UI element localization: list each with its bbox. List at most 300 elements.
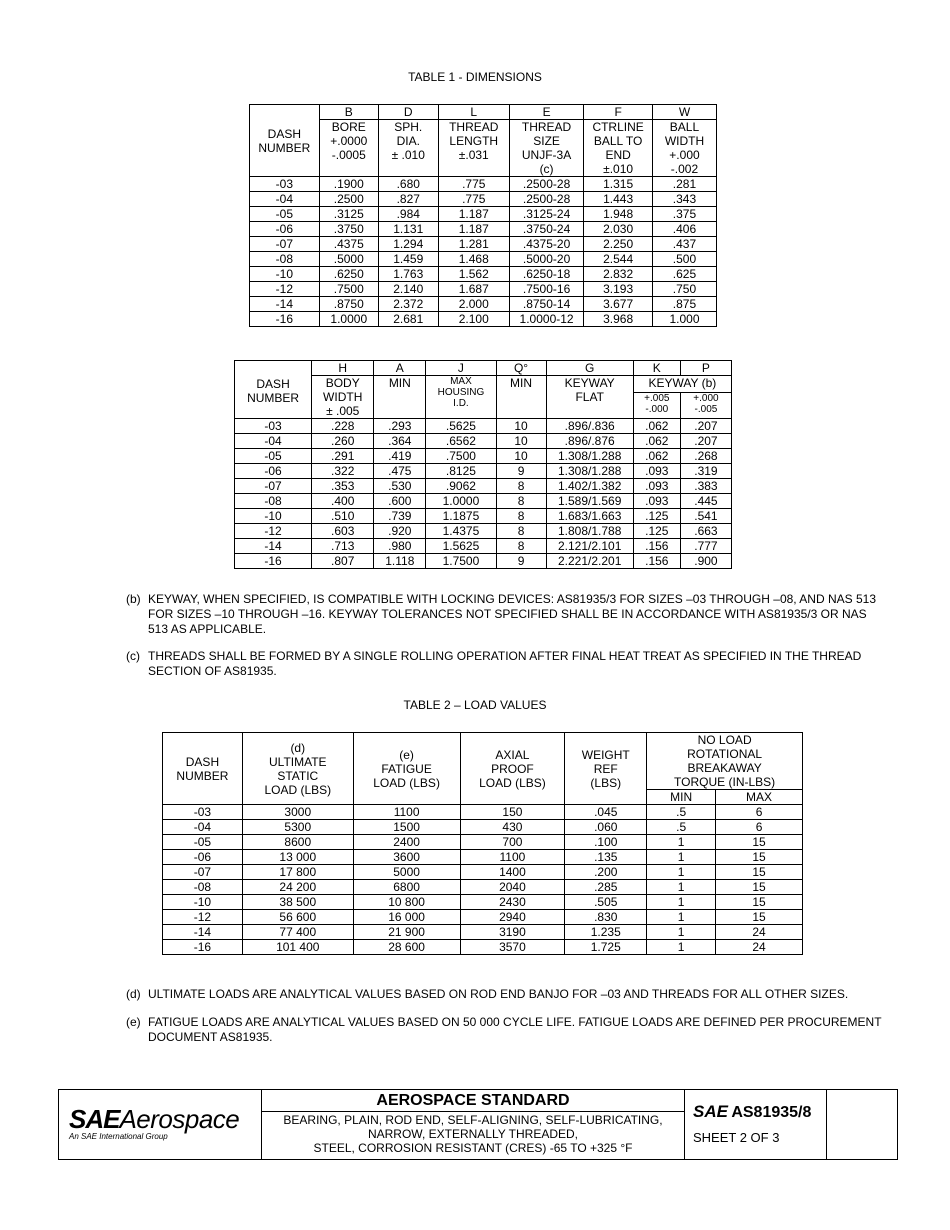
- table-cell: 21 900: [353, 925, 460, 940]
- dash-number-header: DASH NUMBER: [235, 361, 312, 419]
- table-cell: 1: [647, 910, 716, 925]
- column-header-line: -.002: [670, 162, 699, 176]
- column-header-line: ±.010: [603, 162, 634, 176]
- table-cell: 2.121/2.101: [546, 539, 633, 554]
- table-cell: 150: [460, 805, 565, 820]
- table-cell: .896/.876: [546, 434, 633, 449]
- note-b-text: KEYWAY, WHEN SPECIFIED, IS COMPATIBLE WITH LOCKING DEVICES: AS81935/3 FOR SIZES –03 THROUGH –08, AND NAS 513 FOR SIZES –10 THROUGH –16. KEYWAY TOLERANCES NOT SPECIFIED SHALL BE IN ACCORDANCE WITH AS81935/3 OR NAS 513 AS APPLICABLE.: [148, 592, 876, 636]
- column-letter: L: [438, 105, 509, 120]
- table-cell: 5000: [353, 865, 460, 880]
- column-header-line: (c): [539, 162, 554, 176]
- note-e: [126, 1015, 886, 1045]
- dash-line: DASH: [185, 754, 220, 769]
- table-cell: .807: [312, 554, 374, 569]
- table-cell: 15: [716, 910, 803, 925]
- table-cell: 15: [716, 835, 803, 850]
- column-letter: J: [426, 361, 496, 376]
- table-cell: .3125: [319, 207, 378, 222]
- table-cell: .5000: [319, 252, 378, 267]
- table-cell: -08: [235, 494, 312, 509]
- column-header-line: BALL: [669, 120, 700, 134]
- table-row: [235, 494, 732, 509]
- ult-line: (d): [290, 740, 306, 755]
- keyway-header: KEYWAY (b): [633, 376, 731, 393]
- small-sae-logo: SAE: [693, 1102, 728, 1121]
- column-letter: G: [546, 361, 633, 376]
- column-header: [438, 120, 509, 177]
- table-cell: .293: [374, 419, 426, 434]
- table-cell: 1: [647, 850, 716, 865]
- table-cell: .777: [680, 539, 731, 554]
- table-cell: .896/.836: [546, 419, 633, 434]
- table-cell: 3.193: [584, 282, 653, 297]
- table-cell: 56 600: [242, 910, 353, 925]
- table-cell: 1.281: [438, 237, 509, 252]
- table-cell: .8125: [426, 464, 496, 479]
- table-cell: .7500: [319, 282, 378, 297]
- table-cell: 10: [496, 449, 546, 464]
- table-row: [235, 419, 732, 434]
- table-cell: 2940: [460, 910, 565, 925]
- table-cell: -04: [163, 820, 243, 835]
- table-cell: .6562: [426, 434, 496, 449]
- axial-line: PROOF: [491, 761, 534, 776]
- table-cell: 24: [716, 925, 803, 940]
- column-header-line: THREAD: [449, 120, 499, 134]
- table-row: [163, 805, 803, 820]
- table-cell: -06: [250, 222, 320, 237]
- table-row: [250, 312, 717, 327]
- table-cell: .475: [374, 464, 426, 479]
- table-cell: .125: [633, 524, 680, 539]
- table-cell: .1900: [319, 177, 378, 192]
- table-cell: -03: [163, 805, 243, 820]
- table-cell: 8600: [242, 835, 353, 850]
- table-cell: .8750: [319, 297, 378, 312]
- table-cell: 2.100: [438, 312, 509, 327]
- weight-line: WEIGHT: [581, 747, 630, 762]
- table-cell: 2.030: [584, 222, 653, 237]
- table-cell: 1: [647, 895, 716, 910]
- standard-title-cell: [262, 1090, 685, 1159]
- column-header-line: ±.031: [458, 148, 489, 162]
- column-letter: F: [584, 105, 653, 120]
- table-cell: 8: [496, 539, 546, 554]
- table-cell: -05: [235, 449, 312, 464]
- k-tol-plus: +.005: [644, 392, 670, 404]
- table-cell: -10: [163, 895, 243, 910]
- note-c-text: THREADS SHALL BE FORMED BY A SINGLE ROLLING OPERATION AFTER FINAL HEAT TREAT AS SPECIFIED IN THE THREAD SECTION OF AS81935.: [148, 649, 862, 678]
- table-cell: 1.0000: [319, 312, 378, 327]
- table-cell: 1.687: [438, 282, 509, 297]
- column-letter: D: [378, 105, 438, 120]
- column-header-line: THREAD: [521, 120, 572, 134]
- dash-line: NUMBER: [176, 768, 229, 783]
- table-cell: 6: [716, 820, 803, 835]
- table-cell: 1.948: [584, 207, 653, 222]
- table-cell: .2500-28: [509, 177, 583, 192]
- table-cell: 10: [496, 434, 546, 449]
- table-cell: .7500-16: [509, 282, 583, 297]
- table-cell: 1.7500: [426, 554, 496, 569]
- table-cell: .9062: [426, 479, 496, 494]
- table-row: [235, 554, 732, 569]
- table-cell: -10: [250, 267, 320, 282]
- table-cell: 1100: [460, 850, 565, 865]
- table-row: [163, 895, 803, 910]
- table-row: [163, 880, 803, 895]
- table-cell: 2.140: [378, 282, 438, 297]
- table-cell: -16: [250, 312, 320, 327]
- table-cell: 9: [496, 554, 546, 569]
- column-header-line: END: [605, 148, 631, 162]
- table-cell: 8: [496, 494, 546, 509]
- table-cell: 15: [716, 895, 803, 910]
- table-cell: 17 800: [242, 865, 353, 880]
- column-header-line: -.0005: [331, 148, 366, 162]
- note-b-tag: (b): [126, 592, 141, 606]
- table-cell: .093: [633, 494, 680, 509]
- note-e-tag: (e): [126, 1015, 141, 1029]
- table-cell: -03: [250, 177, 320, 192]
- torque-header: [647, 733, 803, 790]
- table-cell: 1: [647, 925, 716, 940]
- table-cell: 3000: [242, 805, 353, 820]
- table-cell: 101 400: [242, 940, 353, 955]
- dimensions-table-continued: [234, 360, 732, 569]
- table-row: [163, 820, 803, 835]
- table-cell: 1400: [460, 865, 565, 880]
- table-cell: .875: [652, 297, 716, 312]
- g-header-line: FLAT: [575, 390, 604, 404]
- table-cell: .156: [633, 539, 680, 554]
- table-cell: 1.402/1.382: [546, 479, 633, 494]
- table-cell: 1.131: [378, 222, 438, 237]
- table-cell: .6250-18: [509, 267, 583, 282]
- table-cell: .2500-28: [509, 192, 583, 207]
- table-cell: .135: [565, 850, 647, 865]
- table-cell: .5625: [426, 419, 496, 434]
- column-header-line: ± .010: [391, 148, 425, 162]
- table-cell: .625: [652, 267, 716, 282]
- table-cell: 1.589/1.569: [546, 494, 633, 509]
- table-cell: -04: [250, 192, 320, 207]
- table-cell: 1.4375: [426, 524, 496, 539]
- fat-line: LOAD (LBS): [373, 775, 440, 790]
- dash-number-header: [163, 733, 243, 805]
- table-row: [250, 237, 717, 252]
- table-row: [163, 835, 803, 850]
- table-cell: 15: [716, 850, 803, 865]
- table-cell: 700: [460, 835, 565, 850]
- table-cell: .319: [680, 464, 731, 479]
- table-cell: .5: [647, 820, 716, 835]
- column-letter: W: [652, 105, 716, 120]
- table-cell: 15: [716, 865, 803, 880]
- table2-caption: TABLE 2 – LOAD VALUES: [403, 698, 547, 712]
- fatigue-load-header: [353, 733, 460, 805]
- table-row: [250, 177, 717, 192]
- table-cell: .353: [312, 479, 374, 494]
- table-cell: .268: [680, 449, 731, 464]
- table-cell: -05: [163, 835, 243, 850]
- column-header: [319, 120, 378, 177]
- table-cell: 15: [716, 880, 803, 895]
- table-cell: 6800: [353, 880, 460, 895]
- table-cell: 1.1875: [426, 509, 496, 524]
- k-tol-minus: -.000: [645, 403, 669, 415]
- column-header-line: +.000: [669, 148, 700, 162]
- table-cell: 2.832: [584, 267, 653, 282]
- torque-line: BREAKAWAY: [687, 761, 762, 775]
- table-cell: -16: [163, 940, 243, 955]
- table-cell: 16 000: [353, 910, 460, 925]
- logo-subtitle: An SAE International Group: [69, 1132, 168, 1141]
- table-row: [163, 940, 803, 955]
- table-cell: -12: [235, 524, 312, 539]
- table-cell: .260: [312, 434, 374, 449]
- table-cell: .200: [565, 865, 647, 880]
- column-header-line: CTRLINE: [592, 120, 644, 134]
- table-cell: .530: [374, 479, 426, 494]
- axial-line: AXIAL: [495, 747, 530, 762]
- table-cell: 28 600: [353, 940, 460, 955]
- table-cell: 1.808/1.788: [546, 524, 633, 539]
- table-cell: .343: [652, 192, 716, 207]
- table-cell: .980: [374, 539, 426, 554]
- table-cell: .505: [565, 895, 647, 910]
- table-cell: .4375: [319, 237, 378, 252]
- h-header-line: WIDTH: [323, 390, 363, 404]
- note-e-text: FATIGUE LOADS ARE ANALYTICAL VALUES BASED ON 50 000 CYCLE LIFE. FATIGUE LOADS ARE DEFINED PER PROCUREMENT DOCUMENT AS81935.: [148, 1015, 882, 1044]
- table-cell: .100: [565, 835, 647, 850]
- table1-caption: TABLE 1 - DIMENSIONS: [408, 70, 542, 84]
- table-cell: 24: [716, 940, 803, 955]
- table-cell: .364: [374, 434, 426, 449]
- table-row: [163, 865, 803, 880]
- ult-line: LOAD (LBS): [264, 782, 332, 797]
- table-cell: 1.683/1.663: [546, 509, 633, 524]
- table-cell: .984: [378, 207, 438, 222]
- table-cell: .375: [652, 207, 716, 222]
- table-cell: .3750-24: [509, 222, 583, 237]
- table-cell: 1.763: [378, 267, 438, 282]
- table-cell: .062: [633, 449, 680, 464]
- j-header-line: HOUSING: [437, 387, 485, 398]
- table-cell: .093: [633, 479, 680, 494]
- table-cell: .093: [633, 464, 680, 479]
- note-c-tag: (c): [126, 649, 140, 663]
- table-cell: .827: [378, 192, 438, 207]
- table-row: [235, 524, 732, 539]
- empty-cell: [827, 1090, 897, 1159]
- column-header: [584, 120, 653, 177]
- title-line: STEEL, CORROSION RESISTANT (CRES) -65 TO +325 °F: [313, 1141, 633, 1155]
- column-header: [509, 120, 583, 177]
- dash-number-header: DASH NUMBER: [250, 105, 320, 177]
- table-cell: .600: [374, 494, 426, 509]
- ultimate-load-header: [242, 733, 353, 805]
- torque-line: TORQUE (IN-LBS): [674, 775, 776, 789]
- table-cell: 2.000: [438, 297, 509, 312]
- table-cell: -06: [163, 850, 243, 865]
- table-cell: 1.235: [565, 925, 647, 940]
- table-cell: .2500: [319, 192, 378, 207]
- table-cell: 2.681: [378, 312, 438, 327]
- sheet-number: SHEET 2 OF 3: [693, 1130, 780, 1145]
- torque-min-header: MIN: [647, 790, 716, 805]
- table-cell: .322: [312, 464, 374, 479]
- document-number-cell: [685, 1090, 827, 1159]
- title-line: NARROW, EXTERNALLY THREADED,: [367, 1127, 579, 1141]
- table-row: [235, 434, 732, 449]
- table-cell: 2040: [460, 880, 565, 895]
- table-cell: 2.372: [378, 297, 438, 312]
- torque-line: NO LOAD: [697, 733, 752, 747]
- table-row: [235, 464, 732, 479]
- table-cell: .900: [680, 554, 731, 569]
- table-cell: -07: [250, 237, 320, 252]
- column-letter: H: [312, 361, 374, 376]
- j-header-line: I.D.: [453, 398, 469, 409]
- note-d-tag: (d): [126, 987, 141, 1001]
- table-cell: 1: [647, 835, 716, 850]
- fat-line: FATIGUE: [381, 761, 432, 776]
- torque-line: ROTATIONAL: [687, 747, 763, 761]
- table-cell: 1.308/1.288: [546, 464, 633, 479]
- table-cell: 1.118: [374, 554, 426, 569]
- table-cell: .045: [565, 805, 647, 820]
- table-cell: 10 800: [353, 895, 460, 910]
- table-cell: -08: [163, 880, 243, 895]
- torque-max-header: MAX: [716, 790, 803, 805]
- table-cell: .156: [633, 554, 680, 569]
- column-letter: A: [374, 361, 426, 376]
- table-cell: 1.294: [378, 237, 438, 252]
- table-cell: -07: [163, 865, 243, 880]
- table-cell: -04: [235, 434, 312, 449]
- table-cell: -08: [250, 252, 320, 267]
- table-cell: .437: [652, 237, 716, 252]
- table-row: [250, 267, 717, 282]
- table-cell: .383: [680, 479, 731, 494]
- table-cell: .830: [565, 910, 647, 925]
- j-header-line: MAX: [450, 376, 472, 387]
- weight-line: (LBS): [590, 775, 622, 790]
- table-cell: .5: [647, 805, 716, 820]
- column-header-line: SIZE: [533, 134, 560, 148]
- weight-line: REF: [593, 761, 618, 776]
- table-cell: 430: [460, 820, 565, 835]
- table-cell: -14: [250, 297, 320, 312]
- table-row: [163, 925, 803, 940]
- logo-aerospace-text: Aerospace: [119, 1104, 240, 1134]
- table-cell: 2.544: [584, 252, 653, 267]
- g-header-line: KEYWAY: [564, 376, 615, 390]
- table-cell: .285: [565, 880, 647, 895]
- table-cell: 2.221/2.201: [546, 554, 633, 569]
- table-row: [235, 479, 732, 494]
- column-header: [378, 120, 438, 177]
- table-cell: 1.5625: [426, 539, 496, 554]
- column-header-line: BORE: [331, 120, 366, 134]
- table-cell: 5300: [242, 820, 353, 835]
- table-row: [163, 910, 803, 925]
- table-cell: .663: [680, 524, 731, 539]
- table-cell: .510: [312, 509, 374, 524]
- column-letter: P: [680, 361, 731, 376]
- table-cell: 8: [496, 509, 546, 524]
- axial-proof-header: [460, 733, 565, 805]
- table-cell: 8: [496, 524, 546, 539]
- column-header-line: SPH.: [394, 120, 423, 134]
- column-header-line: DIA.: [396, 134, 420, 148]
- weight-header: [565, 733, 647, 805]
- table-cell: 2.250: [584, 237, 653, 252]
- fat-line: (e): [399, 747, 414, 762]
- h-header: [312, 376, 374, 419]
- table-cell: .750: [652, 282, 716, 297]
- table-row: [250, 252, 717, 267]
- table-cell: .6250: [319, 267, 378, 282]
- g-header: [546, 376, 633, 419]
- standard-heading: AEROSPACE STANDARD: [262, 1090, 684, 1112]
- table-cell: .541: [680, 509, 731, 524]
- table-cell: .291: [312, 449, 374, 464]
- table-cell: .739: [374, 509, 426, 524]
- table-cell: 1100: [353, 805, 460, 820]
- table-cell: .228: [312, 419, 374, 434]
- table-cell: .062: [633, 419, 680, 434]
- column-header: [652, 120, 716, 177]
- table-cell: 3.968: [584, 312, 653, 327]
- table-cell: 3.677: [584, 297, 653, 312]
- table-row: [235, 539, 732, 554]
- table-cell: .500: [652, 252, 716, 267]
- table-cell: -03: [235, 419, 312, 434]
- k-tolerance: [633, 392, 680, 418]
- column-letter: K: [633, 361, 680, 376]
- table-cell: -10: [235, 509, 312, 524]
- table-cell: -16: [235, 554, 312, 569]
- load-values-table: [162, 732, 803, 955]
- table-cell: 1.562: [438, 267, 509, 282]
- table-cell: 1.443: [584, 192, 653, 207]
- table-row: [163, 850, 803, 865]
- table-cell: 2400: [353, 835, 460, 850]
- axial-line: LOAD (LBS): [479, 775, 546, 790]
- table-cell: .207: [680, 434, 731, 449]
- column-letter: B: [319, 105, 378, 120]
- table-cell: .207: [680, 419, 731, 434]
- table-cell: 1.315: [584, 177, 653, 192]
- table-cell: 10: [496, 419, 546, 434]
- table-cell: -05: [250, 207, 320, 222]
- table-row: [250, 282, 717, 297]
- table-cell: 1.187: [438, 222, 509, 237]
- table-cell: 6: [716, 805, 803, 820]
- table-cell: .8750-14: [509, 297, 583, 312]
- table-cell: -12: [163, 910, 243, 925]
- note-c: [126, 649, 886, 679]
- column-header-line: WIDTH: [664, 134, 705, 148]
- table-cell: 2430: [460, 895, 565, 910]
- table-cell: 1: [647, 865, 716, 880]
- table-cell: 3570: [460, 940, 565, 955]
- table-cell: .419: [374, 449, 426, 464]
- table-row: [235, 509, 732, 524]
- column-letter: Q°: [496, 361, 546, 376]
